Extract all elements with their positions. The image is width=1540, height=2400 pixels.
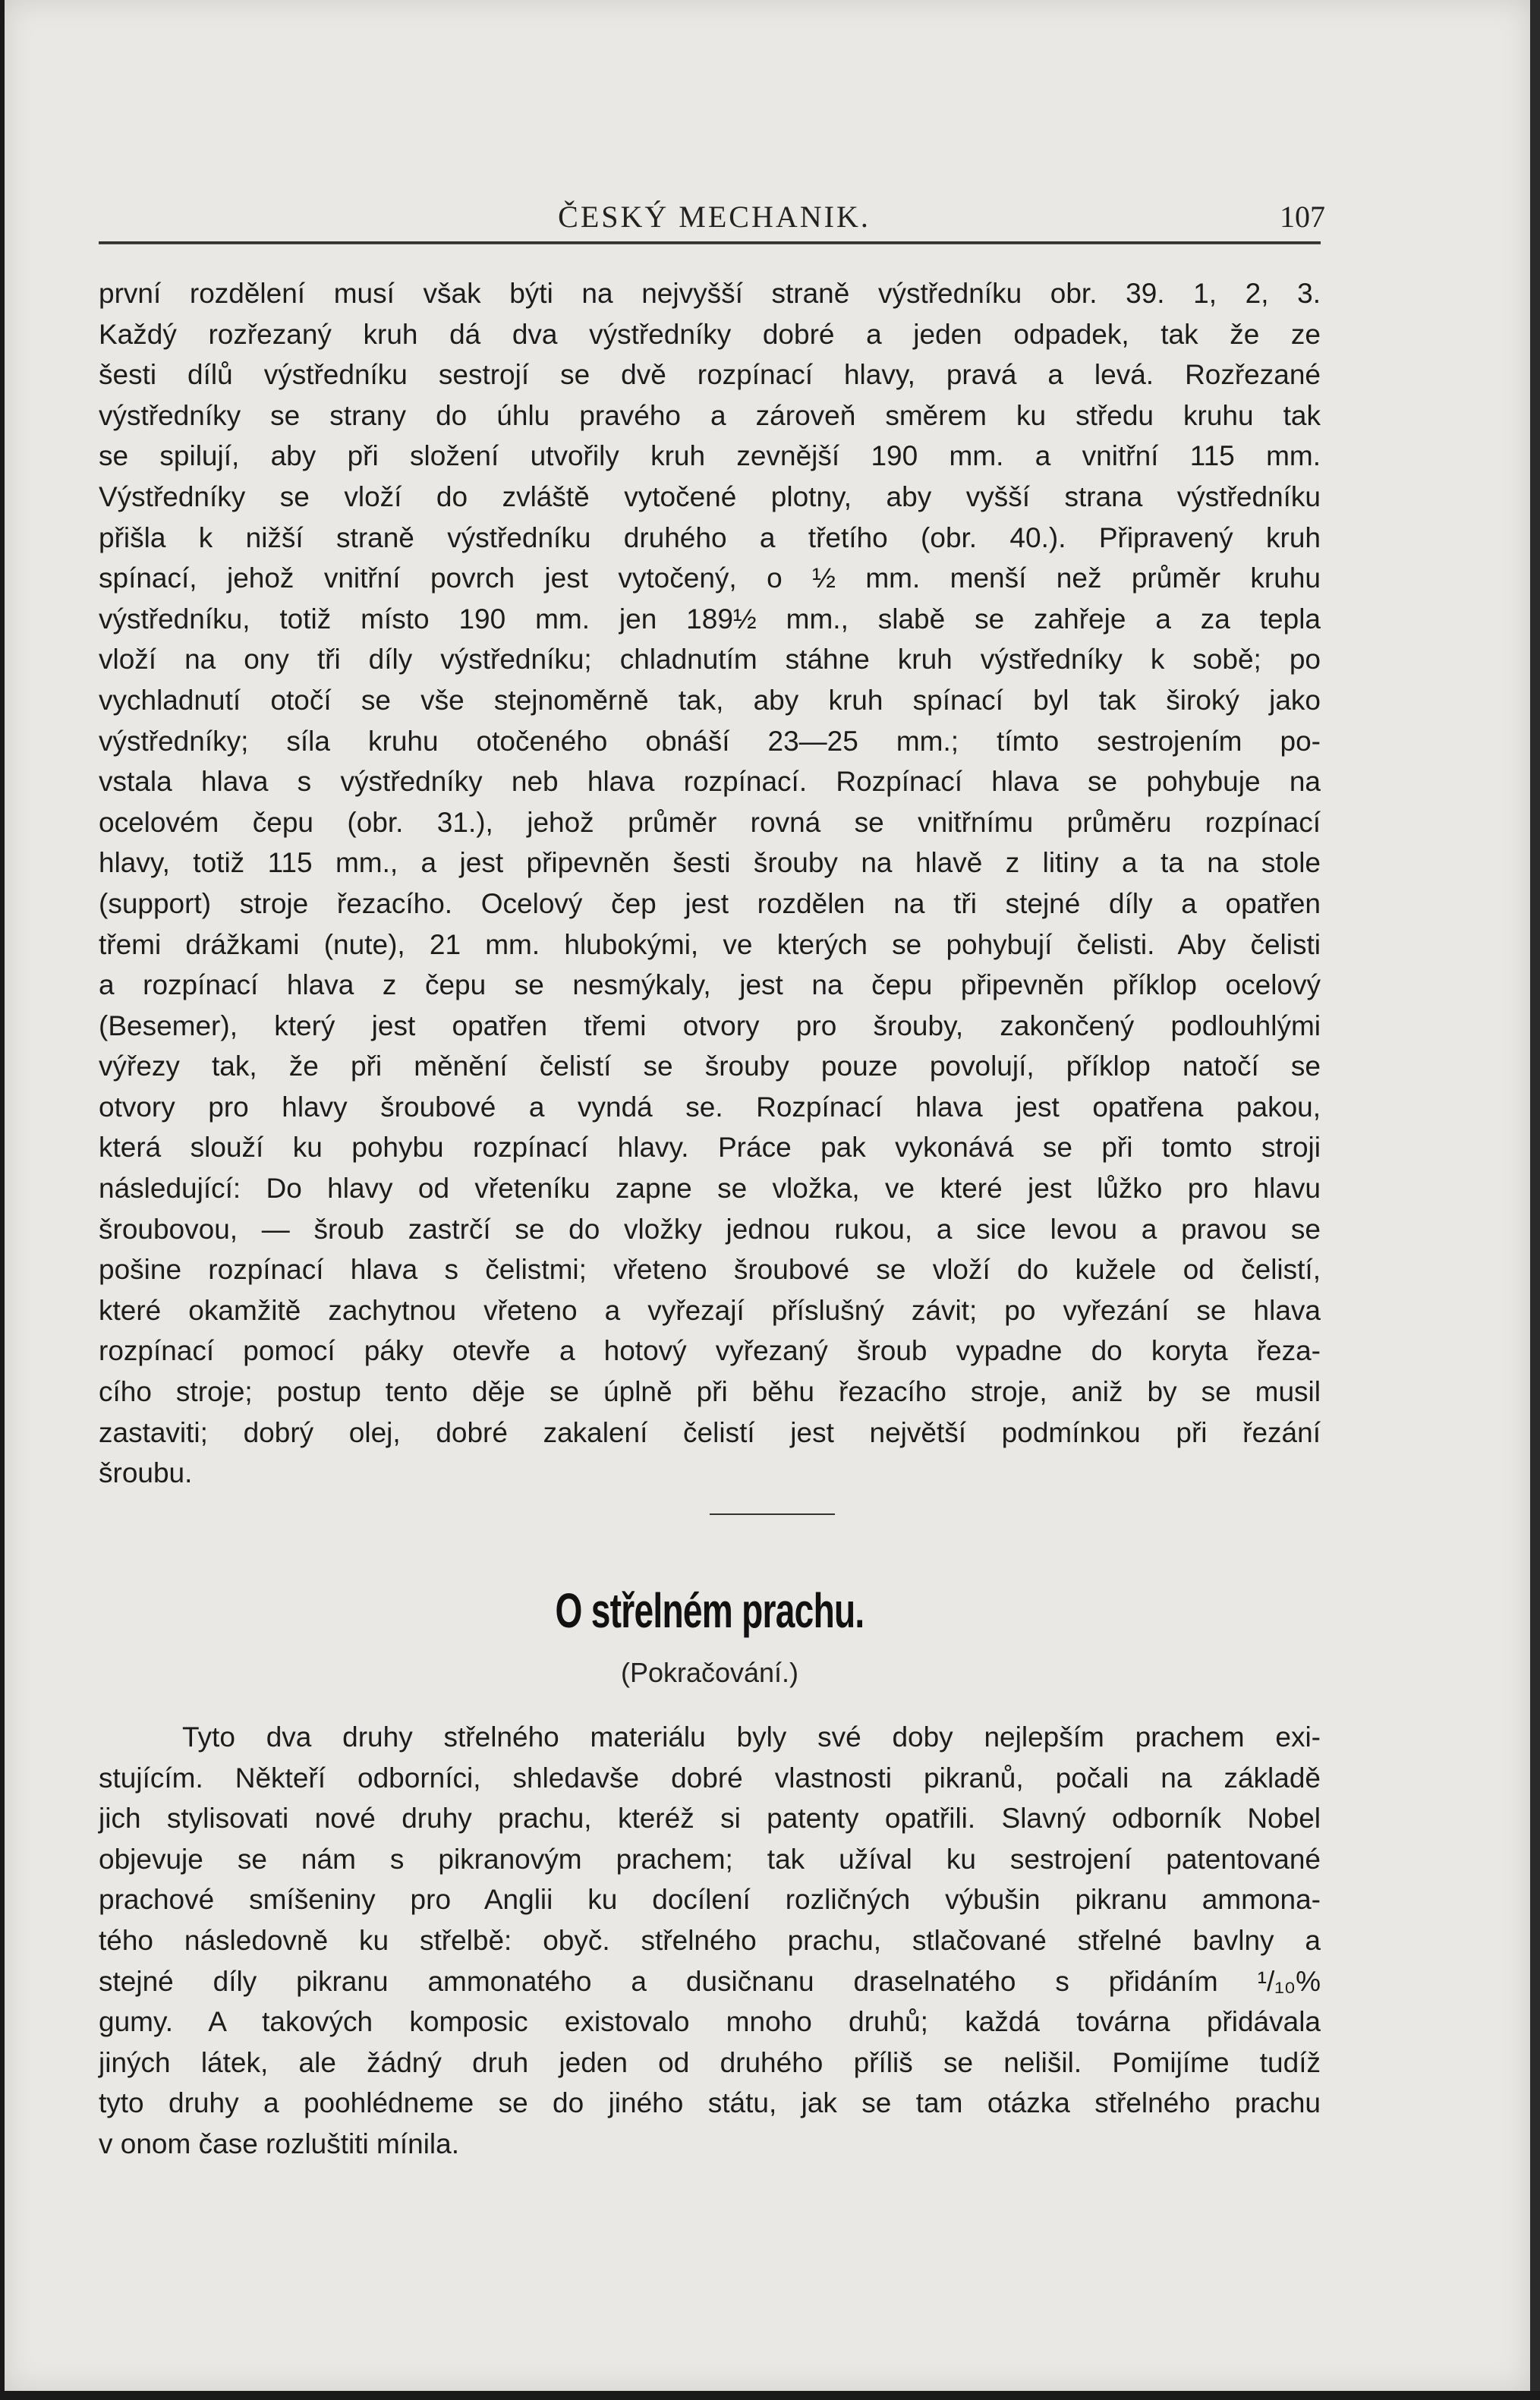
text-line: spínací, jehož vnitřní povrch jest vytočený, o ½ mm. menší než průměr kruhu [99, 562, 1321, 594]
text-line: jiných látek, ale žádný druh jeden od druhého příliš se nelišil. Pomijíme tudíž [99, 2046, 1321, 2078]
text-line: se spilují, aby při složení utvořily kruh zevnější 190 mm. a vnitřní 115 mm. [99, 440, 1321, 472]
text-line: třemi drážkami (nute), 21 mm. hlubokými, ve kterých se pohybují čelisti. Aby čelisti [99, 928, 1321, 960]
page-number: 107 [1280, 200, 1325, 234]
text-line: tého následovně ku střelbě: obyč. střelného prachu, stlačované střelné bavlny a [99, 1924, 1321, 1956]
text-line: přišla k nižší straně výstředníku druhého a třetího (obr. 40.). Připravený kruh [99, 521, 1321, 553]
section-title: O střelném prachu. [555, 1583, 864, 1638]
text-line: hlavy, totiž 115 mm., a jest připevněn šesti šrouby na hlavě z litiny a ta na stole [99, 847, 1321, 879]
text-line: cího stroje; postup tento děje se úplně při běhu řezacího stroje, aniž by se musil [99, 1376, 1321, 1408]
section-divider [710, 1513, 835, 1515]
text-line: vloží na ony tři díly výstředníku; chladnutím stáhne kruh výstředníky k sobě; po [99, 644, 1321, 676]
running-head [103, 199, 1325, 234]
text-line: ocelovém čepu (obr. 31.), jehož průměr rovná se vnitřnímu průměru rozpínací [99, 806, 1321, 838]
text-line: vstala hlava s výstředníky neb hlava rozpínací. Rozpínací hlava se pohybuje na [99, 766, 1321, 798]
text-line: Tyto dva druhy střelného materiálu byly své doby nejlepším prachem exi- [182, 1721, 1321, 1753]
text-line: výstředníky; síla kruhu otočeného obnáší 23—25 mm.; tímto sestrojením po- [99, 725, 1321, 757]
paragraph-new-section [99, 1717, 1321, 2165]
text-line: výstředníku, totiž místo 190 mm. jen 189½ mm., slabě se zahřeje a za tepla [99, 603, 1321, 635]
text-line: tyto druhy a poohlédneme se do jiného státu, jak se tam otázka střelného prachu [99, 2087, 1321, 2119]
text-line: objevuje se nám s pikranovým prachem; tak užíval ku sestrojení patentované [99, 1843, 1321, 1875]
text-line: jich stylisovati nové druhy prachu, kteréž si patenty opatřili. Slavný odborník Nobel [99, 1803, 1321, 1835]
text-line: stujícím. Někteří odborníci, shledavše dobré vlastnosti pikranů, počali na základě [99, 1762, 1321, 1794]
text-line: Výstředníky se vloží do zvláště vytočené plotny, aby vyšší strana výstředníku [99, 480, 1321, 512]
section-subtitle: (Pokračování.) [620, 1657, 799, 1688]
paragraph-continued [99, 273, 1321, 1494]
text-line: pošine rozpínací hlava s čelistmi; vřeteno šroubové se vloží do kužele od čelistí, [99, 1254, 1321, 1286]
text-line: (support) stroje řezacího. Ocelový čep jest rozdělen na tři stejné díly a opatřen [99, 887, 1321, 919]
text-line: Každý rozřezaný kruh dá dva výstředníky dobré a jeden odpadek, tak že ze [99, 318, 1321, 350]
text-line: otvory pro hlavy šroubové a vyndá se. Rozpínací hlava jest opatřena pakou, [99, 1091, 1321, 1123]
text-line: které okamžitě zachytnou vřeteno a vyřezají příslušný závit; po vyřezání se hlava [99, 1294, 1321, 1326]
text-line: prachové smíšeniny pro Anglii ku docílení rozličných výbušin pikranu ammona- [99, 1884, 1321, 1916]
text-line: (Besemer), který jest opatřen třemi otvory pro šrouby, zakončený podlouhlými [99, 1009, 1321, 1041]
text-line: stejné díly pikranu ammonatého a dusičnanu draselnatého s přidáním ¹/₁₀% [99, 1965, 1321, 1997]
text-line: zastaviti; dobrý olej, dobré zakalení čelistí jest největší podmínkou při řezání [99, 1416, 1321, 1448]
text-line: šroubovou, — šroub zastrčí se do vložky jednou rukou, a sice levou a pravou se [99, 1213, 1321, 1245]
text-line: v onom čase rozluštiti mínila. [99, 2128, 460, 2159]
text-line: následující: Do hlavy od vřeteníku zapne se vložka, ve které jest lůžko pro hlavu [99, 1173, 1321, 1205]
text-line: šesti dílů výstředníku sestrojí se dvě rozpínací hlavy, pravá a levá. Rozřezané [99, 359, 1321, 391]
running-head-title: ČESKÝ MECHANIK. [558, 200, 871, 234]
text-line: výstředníky se strany do úhlu pravého a zároveň směrem ku středu kruhu tak [99, 399, 1321, 431]
text-line: gumy. A takových komposic existovalo mnoho druhů; každá továrna přidávala [99, 2006, 1321, 2038]
text-line: šroubu. [99, 1457, 193, 1489]
text-line: vychladnutí otočí se vše stejnoměrně tak, aby kruh spínací byl tak široký jako [99, 684, 1321, 716]
text-line: první rozdělení musí však býti na nejvyšší straně výstředníku obr. 39. 1, 2, 3. [99, 278, 1321, 309]
text-line: která slouží ku pohybu rozpínací hlavy. Práce pak vykonává se při tomto stroji [99, 1132, 1321, 1164]
text-line: výřezy tak, že při měnění čelistí se šrouby pouze povolují, příklop natočí se [99, 1050, 1321, 1082]
text-line: a rozpínací hlava z čepu se nesmýkaly, jest na čepu připevněn příklop ocelový [99, 969, 1321, 1001]
header-rule [99, 241, 1321, 244]
text-line: rozpínací pomocí páky otevře a hotový vyřezaný šroub vypadne do koryta řeza- [99, 1335, 1321, 1367]
